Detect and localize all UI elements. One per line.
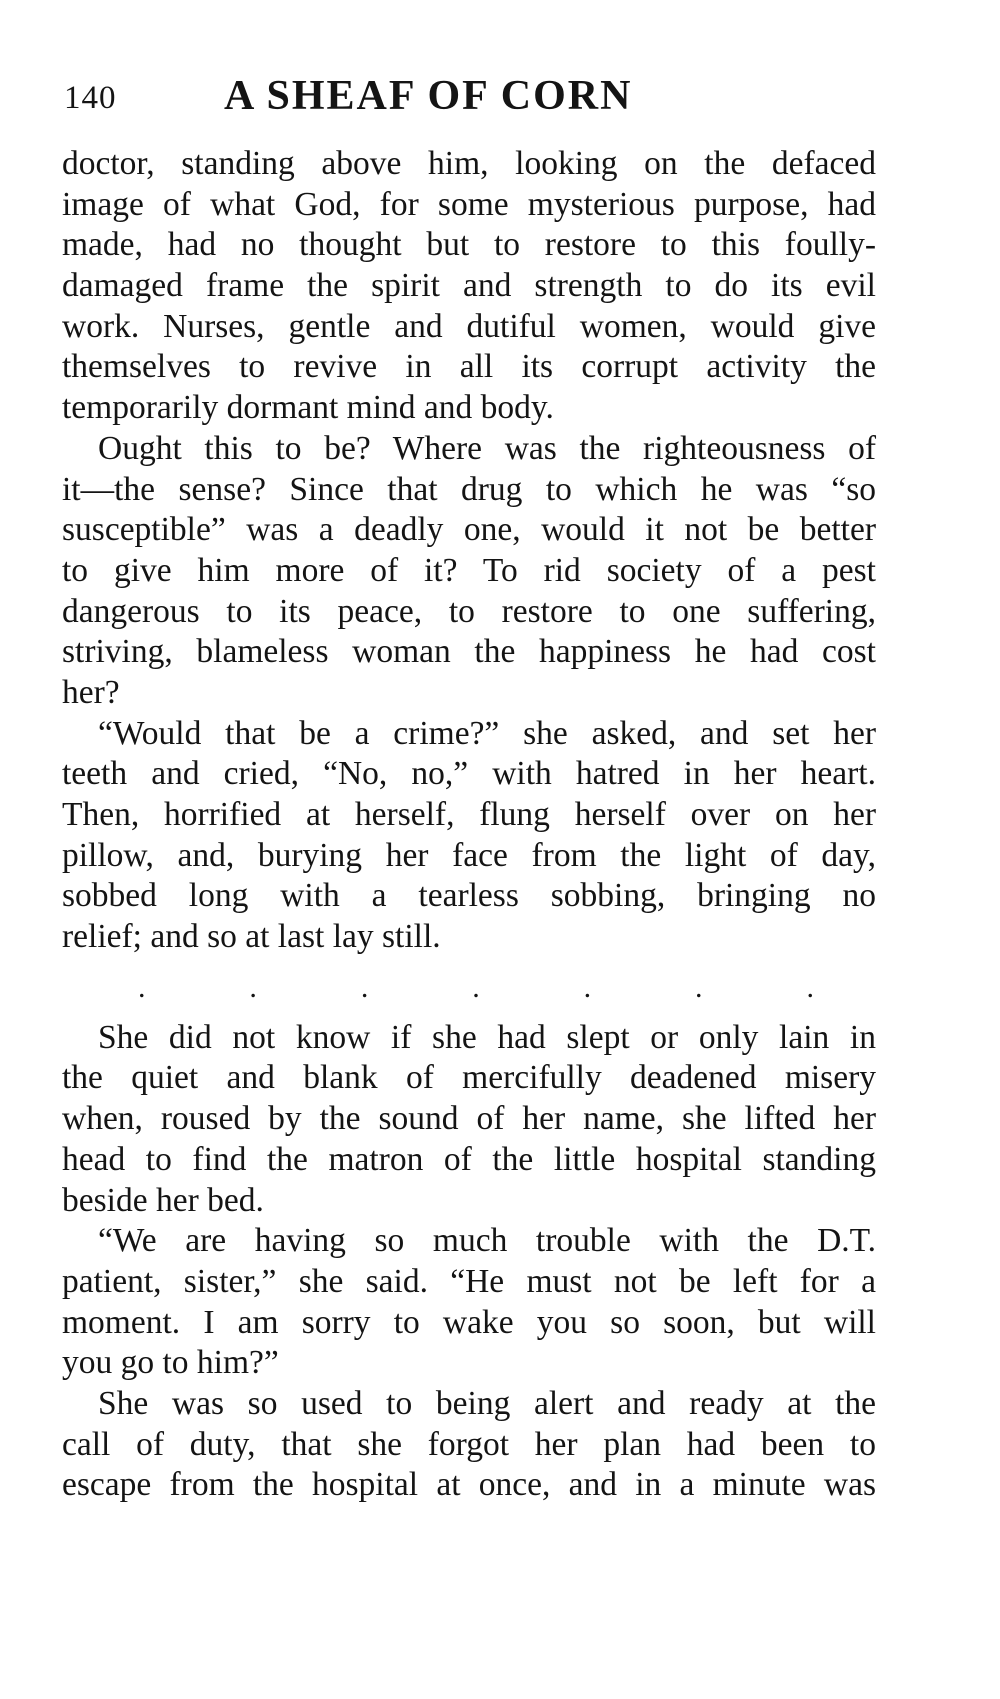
text-line: “We are having so much trouble with the D.T. xyxy=(98,1222,876,1260)
running-title: A SHEAF OF CORN xyxy=(224,73,633,119)
text-line: the quiet and blank of mercifully deadened misery xyxy=(62,1059,876,1097)
text-line: Ought this to be? Where was the righteousness of xyxy=(98,429,876,467)
text-line: “Would that be a crime?” she asked, and set her xyxy=(98,714,876,752)
text-line: work. Nurses, gentle and dutiful women, would give xyxy=(62,307,876,345)
section-break-dot: . xyxy=(360,970,369,1004)
section-break-dot: . xyxy=(472,970,480,1004)
text-line: escape from the hospital at once, and in a minute was xyxy=(62,1466,876,1504)
body-text xyxy=(62,144,876,1506)
text-line: pillow, and, burying her face from the light of day, xyxy=(62,836,876,874)
section-break-dot: . xyxy=(583,970,592,1004)
page-header xyxy=(64,72,884,132)
paragraph xyxy=(62,1221,876,1384)
text-line: She was so used to being alert and ready at the xyxy=(98,1384,876,1422)
text-line: made, had no thought but to restore to this foully- xyxy=(62,226,876,264)
text-line: it—the sense? Since that drug to which he was “so xyxy=(62,470,876,508)
section-break-dot: . xyxy=(695,970,703,1004)
text-line: patient, sister,” she said. “He must not be left for a xyxy=(62,1262,876,1300)
text-line: teeth and cried, “No, no,” with hatred in her heart. xyxy=(62,755,876,793)
page-number: 140 xyxy=(64,80,117,116)
text-line: striving, blameless woman the happiness he had cost xyxy=(62,633,876,671)
paragraph xyxy=(62,1018,876,1221)
section-break-dot: . xyxy=(138,970,146,1004)
text-line: to give him more of it? To rid society of a pest xyxy=(62,551,876,589)
text-line: call of duty, that she forgot her plan had been to xyxy=(62,1425,876,1463)
text-line: image of what God, for some mysterious purpose, had xyxy=(62,185,876,223)
text-line: temporarily dormant mind and body. xyxy=(62,389,554,427)
text-line: susceptible” was a deadly one, would it not be better xyxy=(62,511,876,549)
paragraph xyxy=(62,1384,876,1506)
paragraph xyxy=(62,714,876,958)
text-line: She did not know if she had slept or only lain in xyxy=(98,1018,876,1056)
text-line: beside her bed. xyxy=(62,1181,264,1219)
section-break-dot: . xyxy=(249,970,257,1004)
section-break-dot: . xyxy=(806,970,814,1004)
paragraph xyxy=(62,429,876,714)
section-break xyxy=(62,958,876,1018)
text-line: you go to him?” xyxy=(62,1344,279,1382)
text-line: relief; and so at last lay still. xyxy=(62,918,441,956)
text-line: doctor, standing above him, looking on the defaced xyxy=(62,145,876,182)
text-line: themselves to revive in all its corrupt activity the xyxy=(62,348,876,386)
text-line: her? xyxy=(62,673,120,711)
text-line: damaged frame the spirit and strength to do its evil xyxy=(62,267,876,305)
text-line: dangerous to its peace, to restore to one suffering, xyxy=(62,592,876,630)
paragraph xyxy=(62,144,876,429)
text-line: when, roused by the sound of her name, she lifted her xyxy=(62,1100,876,1138)
text-line: sobbed long with a tearless sobbing, bringing no xyxy=(62,877,876,915)
text-line: head to find the matron of the little hospital standing xyxy=(62,1140,876,1178)
text-line: Then, horrified at herself, flung herself over on her xyxy=(62,796,876,833)
text-line: moment. I am sorry to wake you so soon, but will xyxy=(62,1303,876,1341)
